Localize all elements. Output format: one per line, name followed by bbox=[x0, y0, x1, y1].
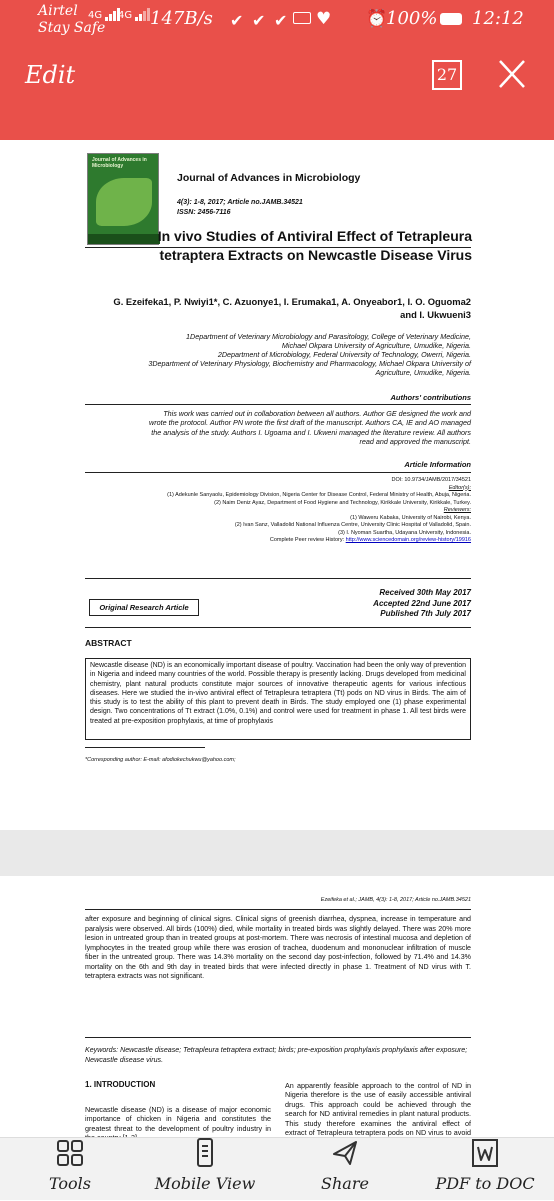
close-icon[interactable] bbox=[497, 56, 527, 92]
edit-button[interactable]: Edit bbox=[25, 61, 76, 89]
divider bbox=[85, 578, 471, 579]
article-title bbox=[92, 227, 472, 265]
cover-leaf-graphic bbox=[96, 178, 152, 226]
divider bbox=[85, 472, 471, 473]
dates bbox=[300, 588, 471, 620]
article-type-box: Original Research Article bbox=[89, 599, 199, 616]
editor-line: (2) Naim Deniz Ayaz, Department of Food Hygiene and Technology, Kirikkale University, Kirikkale, Turkey. bbox=[214, 499, 471, 506]
authors-line-1: G. Ezeifeka1, P. Nwiyi1*, C. Azuonye1, I. Erumaka1, A. Onyeabor1, I. O. Oguoma2 bbox=[113, 296, 471, 307]
doi: DOI: 10.9734/JAMB/2017/34521 bbox=[391, 477, 471, 483]
pdf-page-1 bbox=[0, 140, 554, 830]
mobile-view-label: Mobile View bbox=[154, 1174, 256, 1193]
article-info-heading: Article Information bbox=[404, 460, 471, 469]
contributions-line: This work was carried out in collaboration between all authors. Author GE designed the work and bbox=[163, 409, 471, 418]
tools-label: Tools bbox=[48, 1174, 92, 1193]
check-icon: ✔ bbox=[274, 11, 288, 30]
issn: ISSN: 2456-7116 bbox=[177, 209, 231, 216]
affiliations bbox=[100, 332, 471, 377]
affiliation-line: Michael Okpara University of Agriculture, Umudike, Nigeria. bbox=[281, 341, 471, 350]
mobile-view-icon bbox=[190, 1138, 220, 1168]
carrier-name: Airtel bbox=[38, 3, 78, 19]
affiliation-line: 1Department of Veterinary Microbiology and Parasitology, College of Veterinary Medicine, bbox=[186, 332, 471, 341]
footnote: *Corresponding author: E-mail: afodiokechukwu@yahoo.com; bbox=[85, 757, 236, 763]
page-separator bbox=[0, 830, 554, 876]
divider bbox=[85, 627, 471, 628]
word-document-icon bbox=[470, 1138, 500, 1168]
footnote-divider bbox=[85, 747, 205, 748]
cover-title: Journal of Advances in Microbiology bbox=[92, 157, 147, 169]
abstract-box: Newcastle disease (ND) is an economically important disease of poultry. Vaccination had been the only way of prevention in Nigeria and indeed many countries of the world. Possible therapy is presently lacking. Drugs developed from medicinal chemistry, plant natural products constitute major sources of innovative therapeutic agents for various infectious diseases. Here we studied the in-vivo antiviral effect of Tetrapleura tetraptera (Tt) pods on ND virus in Birds. The aim of this study is to test the ability of this plant to prevent death in Birds. The study employed one (1) phase experimental design. Two concentrations of Tt extract (1.0%, 0.1%) and control were used for treatment in phase 1. All test birds were treated at pre-exposition prophylaxis, at time of prophylaxis bbox=[85, 658, 471, 740]
share-button[interactable] bbox=[300, 1138, 390, 1201]
received-date: Received 30th May 2017 bbox=[379, 588, 471, 597]
affiliation-line: Agriculture, Umudike, Nigeria. bbox=[375, 368, 471, 377]
title-line-1: In vivo Studies of Antiviral Effect of Tetrapleura bbox=[157, 228, 472, 244]
divider bbox=[85, 1037, 471, 1038]
introduction-heading: 1. INTRODUCTION bbox=[85, 1080, 156, 1089]
reviewers-label: Reviewers: bbox=[443, 507, 471, 513]
tools-icon bbox=[55, 1138, 85, 1168]
contributions-line: read and approved the manuscript. bbox=[359, 437, 471, 447]
check-icon: ✔ bbox=[252, 11, 266, 30]
accepted-date: Accepted 22nd June 2017 bbox=[373, 598, 471, 608]
carrier-sub: Stay Safe bbox=[38, 20, 106, 36]
bottom-toolbar bbox=[0, 1137, 554, 1200]
article-info bbox=[88, 477, 471, 545]
published-date: Published 7th July 2017 bbox=[380, 609, 471, 618]
abstract-continued: after exposure and beginning of clinical signs. Clinical signs of greenish diarrhea, dyspnea, increase in temperature and paralysis were observed. All birds (100%) died, while mortality in treated birds was slightly delayed. There was 20% more lesion in untreated group than in treated groups at post-mortem. There was necrosis of intestinal mucosa and depletion of lymphocytes in the treated group while there was erosion of trachea, duodenum and mononuclear infiltration of muscle fiber in the untreated group. There was 14.3% mortality on the second day post-infection, followed by 71.4% and 14.3% mortality on the 6th and 9th day in treated birds that were infected directly in phase 1. Treatment of ND virus with T. tetraptera extracts was not significant. bbox=[85, 915, 471, 980]
running-head: Ezeifeka et al.; JAMB, 4(3): 1-8, 2017; Article no.JAMB.34521 bbox=[320, 897, 471, 903]
peer-review-line bbox=[88, 537, 471, 545]
pdf-to-doc-button[interactable] bbox=[425, 1138, 545, 1201]
divider bbox=[85, 909, 471, 910]
heart-icon: ♥ bbox=[316, 9, 332, 29]
keywords: Keywords: Newcastle disease; Tetrapleura tetraptera extract; birds; pre-exposition prophylaxis prophylaxis after exposure; Newcastle disease virus. bbox=[85, 1046, 468, 1064]
authors bbox=[85, 295, 471, 321]
document-viewer[interactable] bbox=[0, 140, 554, 1137]
tools-button[interactable] bbox=[20, 1138, 120, 1201]
contributions-line: wrote the protocol. Author PN wrote the first draft of the manuscript. Authors CA, IE and AO managed bbox=[149, 418, 471, 428]
authors-line-2: and I. Ukwueni3 bbox=[400, 309, 471, 320]
introduction-left-column: Newcastle disease (ND) is a disease of major economic importance of chicken in Nigeria and constitutes the greatest threat to the development of poultry industry in bbox=[85, 1105, 271, 1133]
contributions-text bbox=[92, 409, 471, 447]
page-count-button[interactable]: 27 bbox=[432, 60, 462, 90]
peer-review-link[interactable]: http://www.sciencedomain.org/review-history/19916 bbox=[345, 537, 471, 543]
network-type-1: 4G bbox=[88, 10, 103, 21]
volume-line: 4(3): 1-8, 2017; Article no.JAMB.34521 bbox=[177, 199, 303, 206]
peer-review-label: Complete Peer review History: bbox=[269, 537, 346, 543]
status-bar bbox=[0, 0, 554, 40]
pdf-page-2 bbox=[0, 876, 554, 1137]
reviewer-line: (2) Ivan Sanz, Valladolid National Influenza Centre, University Clinic Hospital of Valladolid, Spain. bbox=[234, 522, 471, 528]
signal-2-icon bbox=[118, 8, 151, 21]
divider bbox=[85, 404, 471, 405]
notification-icon bbox=[293, 12, 311, 24]
editor-line: (1) Adekunle Sanyaolu, Epidemiology Division, Nigeria Center for Disease Control, Federal Ministry of Health, Abuja, Nigeria. bbox=[167, 492, 471, 498]
battery-icon bbox=[440, 13, 462, 25]
top-bar bbox=[0, 0, 554, 140]
network-speed: 147B/s bbox=[150, 8, 213, 29]
network-type-2: 4G bbox=[118, 10, 133, 21]
introduction-right-column: An apparently feasible approach to the control of ND in Nigeria therefore is the use of easily accessible antiviral drugs. This approach could be achieved through the search for ND antiviral remedies in plant natural products. This study therefore examines the antiviral effect of extract of Tetrapleura tetraptera pods on ND virus to avoid bbox=[285, 1081, 471, 1138]
affiliation-line: 2Department of Microbiology, Federal University of Technology, Owerri, Nigeria. bbox=[217, 350, 471, 359]
contributions-line: the analysis of the study. Authors I. Ugoama and I. Ukweni managed the literature review. All authors bbox=[151, 427, 471, 437]
share-label: Share bbox=[321, 1174, 369, 1193]
contributions-heading: Authors' contributions bbox=[390, 393, 471, 402]
pdf-to-doc-label: PDF to DOC bbox=[435, 1174, 535, 1193]
editors-label: Editor(s): bbox=[448, 484, 471, 491]
mobile-view-button[interactable] bbox=[145, 1138, 265, 1201]
battery-percent: 100% bbox=[386, 8, 438, 29]
alarm-icon: ⏰ bbox=[366, 9, 388, 29]
share-icon bbox=[330, 1138, 360, 1168]
reviewer-line: (3) I. Nyoman Suartha, Udayana University, Indonesia. bbox=[338, 529, 471, 536]
title-line-2: tetraptera Extracts on Newcastle Disease Virus bbox=[159, 247, 472, 263]
signal-1-icon bbox=[88, 8, 121, 21]
reviewer-line: (1) Waweru Kabaka, University of Nairobi, Kenya. bbox=[350, 514, 471, 521]
check-icon: ✔ bbox=[230, 11, 244, 30]
journal-name: Journal of Advances in Microbiology bbox=[177, 172, 361, 184]
abstract-heading: ABSTRACT bbox=[85, 638, 132, 648]
clock: 12:12 bbox=[472, 8, 524, 29]
affiliation-line: 3Department of Veterinary Physiology, Biochemistry and Pharmacology, Michael Okpara University of bbox=[148, 359, 471, 368]
